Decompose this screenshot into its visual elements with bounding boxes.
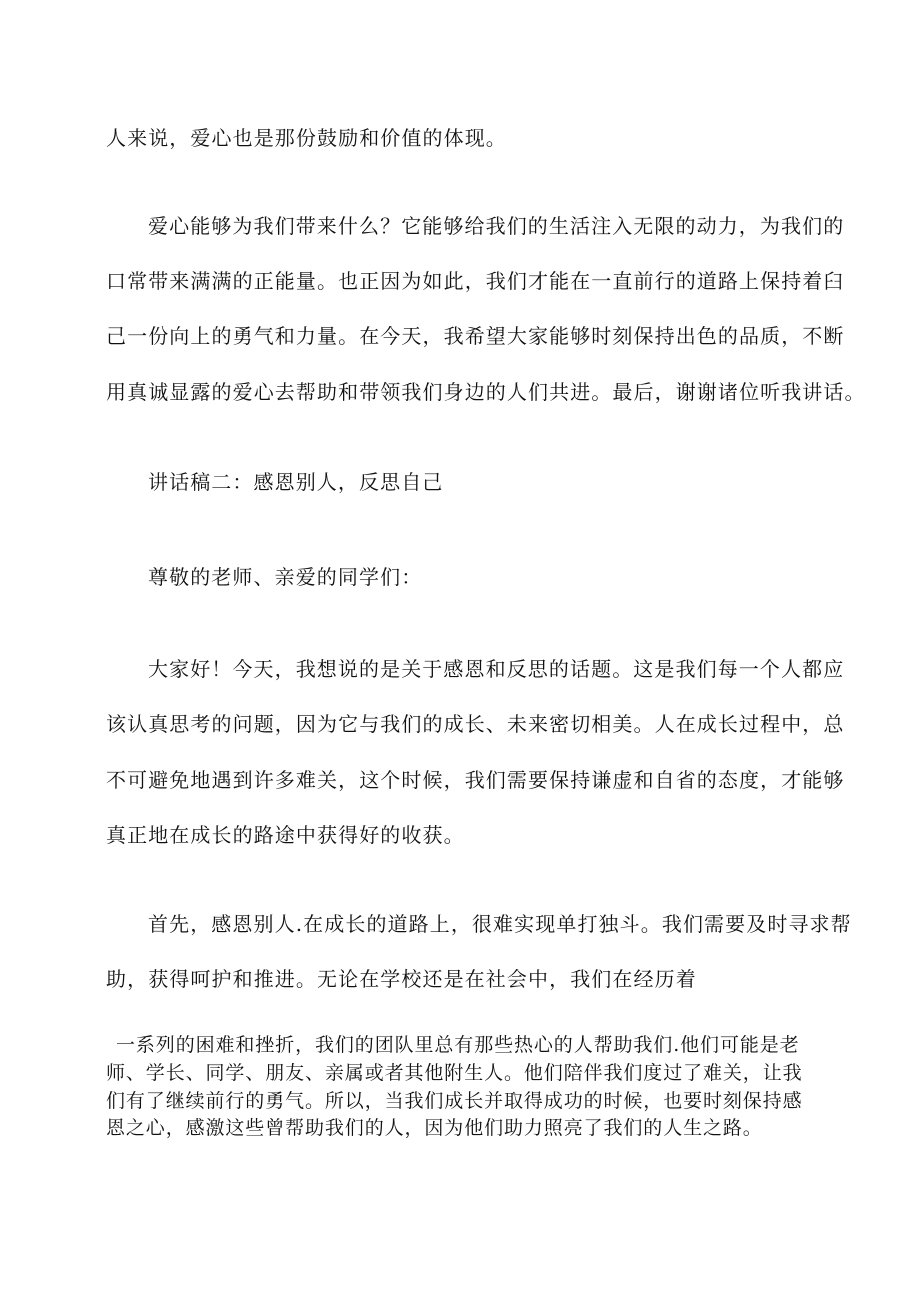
text-line: 师、学长、同学、朋友、亲属或者其他附生人。他们陪伴我们度过了难关，让我 <box>106 1062 803 1084</box>
text-line: 们有了继续前行的勇气。所以，当我们成长并取得成功的时候，也要时刻保持感 <box>106 1090 803 1112</box>
text-line: 人来说，爱心也是那份鼓励和价值的体现。 <box>106 126 507 150</box>
text-line: 口常带来满满的正能量。也正因为如此，我们才能在一直前行的道路上保持着臼 <box>106 269 845 293</box>
text-line: 恩之心，感激这些曾帮助我们的人，因为他们助力照亮了我们的人生之路。 <box>106 1117 763 1139</box>
text-line: 首先，感恩别人.在成长的道路上，很难实现单打独斗。我们需要及时寻求帮 <box>148 912 852 936</box>
text-line: 爱心能够为我们带来什么？它能够给我们的生活注入无限的动力，为我们的 <box>148 214 845 238</box>
text-line: 大家好！今天，我想说的是关于感恩和反思的话题。这是我们每一个人都应 <box>148 657 845 681</box>
text-line: 一系列的困难和挫折，我们的团队里总有那些热心的人帮助我们.他们可能是老 <box>116 1034 800 1056</box>
text-line: 该认真思考的问题，因为它与我们的成长、未来密切相美。人在成长过程中，总 <box>106 712 845 736</box>
text-line: 己一份向上的勇气和力量。在今天，我希望大家能够时刻保持出色的品质，不断 <box>106 324 845 348</box>
text-line: 用真诚显露的爱心去帮助和带领我们身边的人们共进。最后，谢谢诸位听我讲话。 <box>106 380 866 404</box>
salutation: 尊敬的老师、亲爱的同学们： <box>148 565 423 589</box>
section-heading: 讲话稿二：感恩别人，反思自己 <box>148 470 444 494</box>
text-line: 真正地在成长的路途中获得好的收获。 <box>106 823 465 847</box>
text-line: 不可避免地遇到许多难关，这个时候，我们需要保持谦虚和自省的态度，才能够 <box>106 768 845 792</box>
text-line: 助，获得呵护和推进。无论在学校还是在社会中，我们在经历着 <box>106 967 697 991</box>
